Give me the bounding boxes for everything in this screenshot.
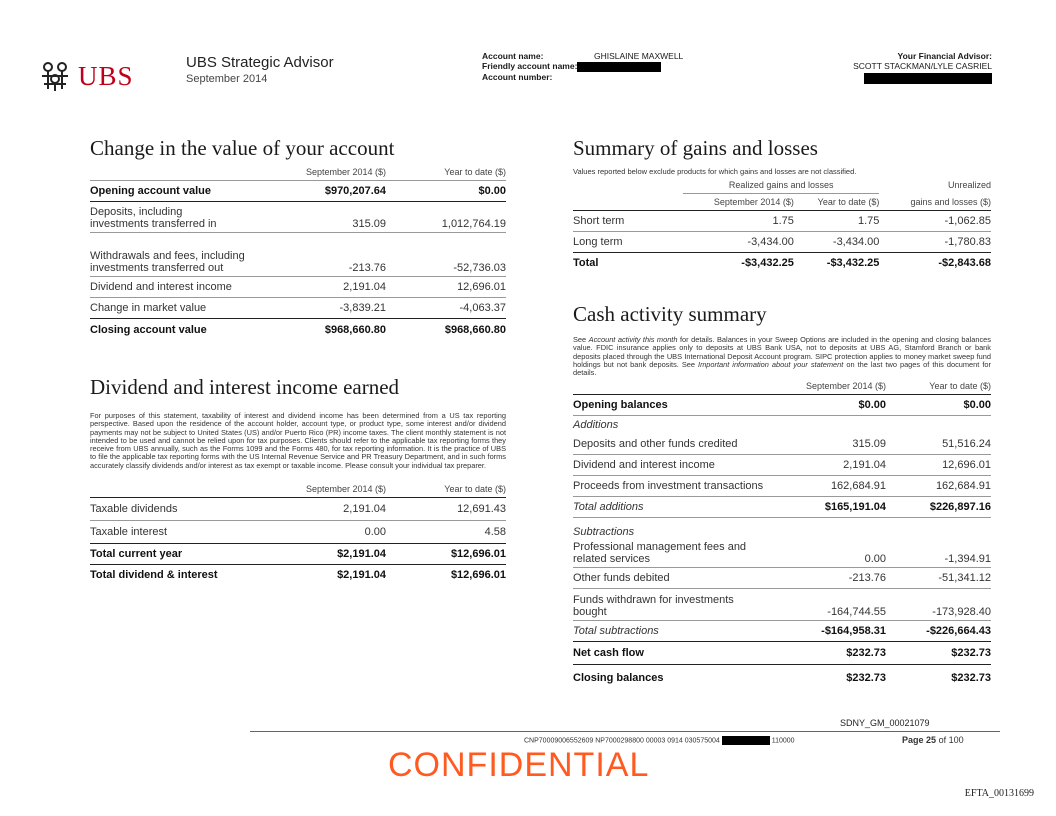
row-value: 1,012,764.19 [386,202,506,233]
cash-activity-section [573,302,991,691]
row-value: -51,341.12 [886,568,991,589]
row-value: -$226,664.43 [886,621,991,642]
table-row [90,565,506,586]
row-value: 0.00 [265,521,386,544]
row-value: 4.58 [386,521,506,544]
row-label: Closing account value [90,323,207,336]
table-row [573,665,991,691]
col-header: Year to date ($) [386,484,506,498]
table-row [573,589,991,621]
statement-date: September 2014 [186,73,268,85]
row-label: Taxable dividends [90,498,265,521]
table-row [573,621,991,642]
cash-note [573,336,991,377]
row-value: -1,062.85 [879,211,991,232]
col-header: September 2014 ($) [265,167,386,181]
row-label: Total dividend & interest [90,569,218,582]
row-label: Withdrawals and fees, including investments transferred out [90,233,265,277]
row-value: $165,191.04 [783,497,886,518]
row-value: -1,780.83 [879,232,991,253]
footer-code-left: CNP70009006552609 NP7000298800 00003 0914 030575004 [524,737,720,745]
section-title: Dividend and interest income earned [90,375,400,399]
row-value: -$2,843.68 [938,257,991,270]
row-value: $968,660.80 [444,323,506,336]
row-value: -3,839.21 [265,298,386,319]
table-row [90,233,506,277]
gains-losses-section [573,136,991,274]
row-value: 1.75 [683,211,794,232]
col-header: gains and losses ($) [879,194,991,211]
footer-code-right: 110000 [771,737,795,745]
col-header: Year to date ($) [386,167,506,181]
col-header: September 2014 ($) [265,484,386,498]
row-value: 162,684.91 [783,476,886,497]
redaction-box [722,736,770,745]
dividend-section [90,375,506,586]
row-value: $0.00 [886,395,991,416]
row-value: -173,928.40 [886,589,991,621]
row-label: Closing balances [573,672,664,685]
row-label: Long term [573,232,683,253]
row-label: Total current year [90,544,265,565]
table-row [573,538,991,568]
section-title: Change in the value of your account [90,136,395,160]
row-label: Taxable interest [90,521,265,544]
row-value: $0.00 [783,395,886,416]
gains-note: Values reported below exclude products for which gains and losses are not classified. [573,167,857,176]
section-title: Cash activity summary [573,302,767,326]
row-label: Net cash flow [573,642,783,665]
row-label: Deposits, including investments transferred in [90,202,265,233]
ubs-keys-icon [38,59,72,93]
friendly-name-label: Friendly account name: [482,61,578,71]
table-row [573,395,991,416]
table-row [90,544,506,565]
table-row [573,568,991,589]
note-link-text: Account activity this month [588,335,678,344]
row-value: -$164,958.31 [783,621,886,642]
note-text: on the last two pages of this document for details. [573,359,991,378]
row-value: 2,191.04 [265,277,386,298]
confidential-stamp: CONFIDENTIAL [388,746,650,784]
table-row [90,319,506,341]
table-row [90,202,506,233]
row-label: Dividend and interest income [90,277,265,298]
table-row [90,521,506,544]
gains-table [573,180,991,274]
note-link-text: Important information about your statement [698,359,844,369]
table-row [90,181,506,202]
account-name: GHISLAINE MAXWELL [594,51,684,61]
statement-title: UBS Strategic Advisor [186,54,334,71]
table-row [573,434,991,455]
account-number-label: Account number: [482,71,553,82]
row-value: -52,736.03 [386,233,506,277]
row-label: Short term [573,211,683,232]
page-current: 25 [926,735,937,745]
row-value: 2,191.04 [783,455,886,476]
row-value: -213.76 [265,233,386,277]
row-label: Change in market value [90,298,265,319]
group-header: Realized gains and losses [683,180,879,194]
cash-table [573,381,991,691]
row-value: $232.73 [886,642,991,665]
page-label: Page [902,735,924,745]
col-header: September 2014 ($) [783,381,886,395]
row-value: $2,191.04 [265,544,386,565]
row-value: $226,897.16 [886,497,991,518]
row-value: -164,744.55 [783,589,886,621]
ubs-logo [38,58,158,94]
row-value: -$3,432.25 [741,257,794,270]
col-header: September 2014 ($) [683,194,794,211]
row-value: -1,394.91 [886,538,991,568]
row-value: 315.09 [783,434,886,455]
row-value: 315.09 [265,202,386,233]
table-row [573,455,991,476]
col-header: Unrealized [947,180,991,191]
row-label: Other funds debited [573,568,783,589]
row-value: -4,063.37 [386,298,506,319]
row-value: 51,516.24 [886,434,991,455]
row-value: -213.76 [783,568,886,589]
subsection-label: Subtractions [573,525,635,538]
table-row [573,642,991,665]
table-row [573,253,991,274]
row-label: Funds withdrawn for investments bought [573,589,783,621]
advisor-name: SCOTT STACKMAN/LYLE CASRIEL [853,61,992,71]
row-label: Professional management fees and related services [573,538,783,568]
dividend-table [90,484,506,586]
page-number [902,735,964,745]
row-value: -$3,432.25 [826,257,880,270]
row-value: -3,434.00 [794,232,880,253]
row-label: Deposits and other funds credited [573,434,783,455]
table-row [90,498,506,521]
row-value: -3,434.00 [683,232,794,253]
row-label: Total additions [573,497,783,518]
row-value: $12,696.01 [386,544,506,565]
logo-text: UBS [78,60,134,91]
row-value: $232.73 [846,672,886,685]
row-value: 12,696.01 [386,277,506,298]
row-value: 2,191.04 [265,498,386,521]
advisor-info [853,51,992,84]
subsection-label: Additions [573,419,619,432]
redaction-box [577,62,661,72]
efta-stamp: EFTA_00131699 [964,788,1034,799]
col-header: Year to date ($) [794,194,880,211]
table-row [573,211,991,232]
row-value: $12,696.01 [450,569,506,582]
bates-stamp: SDNY_GM_00021079 [840,718,930,728]
row-value: $0.00 [386,181,506,202]
table-row [573,232,991,253]
row-label: Proceeds from investment transactions [573,476,783,497]
row-label: Total subtractions [573,621,783,642]
change-in-value-section [90,136,506,341]
row-value: $232.73 [783,642,886,665]
row-value: $968,660.80 [324,323,386,336]
row-label: Total [573,257,599,270]
row-label: Opening account value [90,181,265,202]
note-text: for details. Balances in your Sweep Options are included in the opening and closing balances value. FDIC insurance applies only to deposits at UBS Bank USA, not to deposits at UBS AG, Stamford Branch or bank deposits placed through the UBS International Deposit Account program. SIPC protection applies to money market sweep fund holdings but not bank deposits. See [573,335,991,369]
row-value: $970,207.64 [265,181,386,202]
page-total: of 100 [938,735,964,745]
table-row [573,497,991,518]
row-label: Opening balances [573,395,783,416]
table-row [90,298,506,319]
change-table [90,167,506,341]
account-info [482,51,683,82]
footer-code [524,736,795,745]
account-name-label: Account name: [482,51,544,61]
note-text: See [573,335,589,344]
row-value: 12,696.01 [886,455,991,476]
row-value: 12,691.43 [386,498,506,521]
row-value: $232.73 [951,672,991,685]
table-row [90,277,506,298]
footer-divider [250,731,1000,732]
row-value: 0.00 [783,538,886,568]
table-row [573,476,991,497]
section-title: Summary of gains and losses [573,136,818,160]
redaction-box [864,73,992,84]
advisor-label: Your Financial Advisor: [897,51,992,61]
row-value: 162,684.91 [886,476,991,497]
row-value: 1.75 [794,211,880,232]
row-value: $2,191.04 [337,569,386,582]
row-label: Dividend and interest income [573,455,783,476]
col-header: Year to date ($) [886,381,991,395]
tax-note: For purposes of this statement, taxability of interest and dividend income has been determined from a US tax reporting perspective. Based upon the residence of the account holder, account type, or product type, some interest and/or dividend payments may not be subject to United States (US) and/or Puerto Rico (PR) income taxes. The client monthly statement is not intended to be used and cannot be relied upon for tax purposes. Clients should refer to the applicable tax reporting forms they receive from UBS annually, such as the Forms 1099 and the Forms 480, for tax reporting information. It is the practice of UBS to file the applicable tax reporting forms with the US Internal Revenue Service and PR Treasury Department, and in such forms accurately classify dividends and/or interest as tax exempt or taxable income. Please consult your individual tax preparer. [90,411,506,470]
